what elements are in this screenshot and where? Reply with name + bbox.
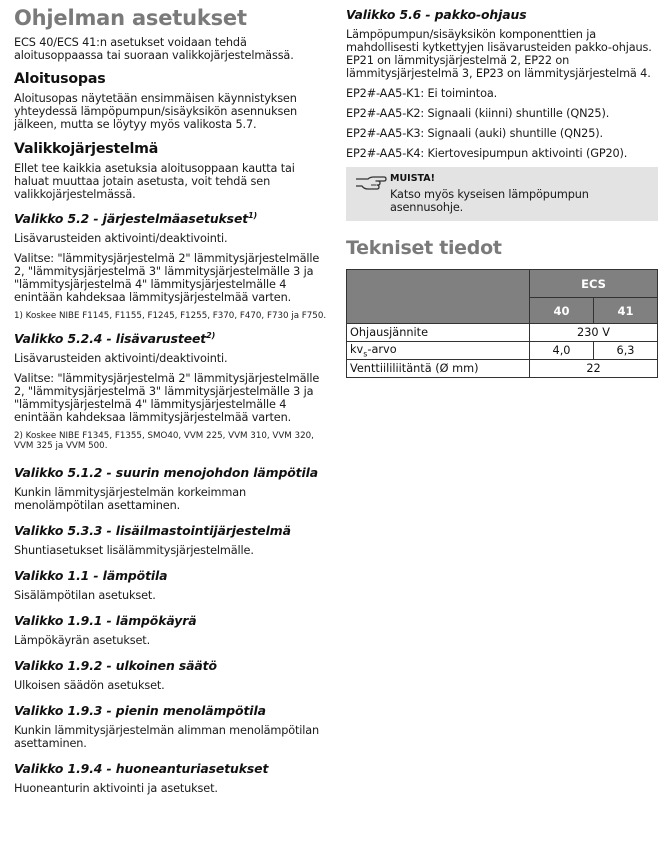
footnote-ref-2: 2)	[206, 331, 216, 341]
kvs-label-post: -arvo	[367, 342, 397, 356]
menu-5-2-4-text: Lisävarusteiden aktivointi/deaktivointi.	[14, 352, 228, 366]
menu-heading-5-2-4-text: Valikko 5.2.4 - lisävarusteet	[14, 331, 207, 347]
right-column	[346, 0, 658, 378]
menu-heading-5-2	[14, 211, 328, 226]
menu-heading-5-1-2: Valikko 5.1.2 - suurin menojohdon lämpötila	[14, 465, 319, 481]
menu-heading-5-6: Valikko 5.6 - pakko-ohjaus	[346, 7, 527, 22]
menu-5-2-select-text: Valitse: "lämmitysjärjestelmä 2" lämmitysjärjestelmälle 2, "lämmitysjärjestelmä 3" lämmitysjärjestelmälle 3 ja "lämmitysjärjestelmä 4" lämmitysjärjestelmälle 4 enintään kahdeksaa lämmitysjärjestelmää varten.	[14, 252, 320, 305]
row-value-kvs-41: 6,3	[594, 342, 658, 360]
row-label-kvs	[347, 342, 530, 360]
relay-line-k4: EP2#-AA5-K4: Kiertovesipumpun aktivointi (GP20).	[346, 147, 628, 160]
kvs-label-pre: kv	[350, 342, 364, 356]
note-box	[346, 167, 658, 221]
pointing-hand-icon	[354, 173, 390, 214]
page-title: Ohjelman asetukset	[14, 6, 247, 30]
menu-1-9-1-text: Lämpökäyrän asetukset.	[14, 634, 151, 648]
section-heading-valikkojarjestelma: Valikkojärjestelmä	[14, 141, 159, 157]
tech-table-corner	[347, 270, 530, 324]
note-body	[390, 173, 650, 214]
menu-1-9-2-text: Ulkoisen säädön asetukset.	[14, 679, 165, 693]
tech-table-group-header: ECS	[530, 270, 658, 298]
footnote-1: 1) Koskee NIBE F1145, F1155, F1245, F1255, F370, F470, F730 ja F750.	[14, 311, 327, 322]
menu-heading-1-9-4: Valikko 1.9.4 - huoneanturiasetukset	[14, 761, 269, 777]
row-value-kvs-40: 4,0	[530, 342, 594, 360]
menu-5-2-text: Lisävarusteiden aktivointi/deaktivointi.	[14, 232, 228, 246]
footnote-2: 2) Koskee NIBE F1345, F1355, SMO40, VVM 225, VVM 310, VVM 320, VVM 325 ja VVM 500.	[14, 431, 314, 452]
table-row	[347, 360, 658, 378]
kvs-label-sub: s	[363, 349, 368, 359]
menu-1-9-4-text: Huoneanturin aktivointi ja asetukset.	[14, 782, 218, 796]
menu-5-2-4-select-text: Valitse: "lämmitysjärjestelmä 2" lämmitysjärjestelmälle 2, "lämmitysjärjestelmä 3" lämmitysjärjestelmälle 3 ja "lämmitysjärjestelmä 4" lämmitysjärjestelmälle 4 enintään kahdeksaa lämmitysjärjestelmää varten.	[14, 372, 320, 425]
menu-5-1-2-text: Kunkin lämmitysjärjestelmän korkeimman menolämpötilan asettaminen.	[14, 486, 246, 513]
row-label-control-voltage: Ohjausjännite	[347, 324, 530, 342]
menu-heading-1-1: Valikko 1.1 - lämpötila	[14, 568, 168, 584]
intro-text: ECS 40/ECS 41:n asetukset voidaan tehdä aloitusoppaassa tai suoraan valikkojärjestelmässä.	[14, 36, 294, 62]
row-value-valve-connection: 22	[530, 360, 658, 378]
table-row	[347, 324, 658, 342]
section-text-valikkojarjestelma: Ellet tee kaikkia asetuksia aloitusoppaan kautta tai haluat muuttaa jotain asetusta, voit tehdä sen valikkojärjestelmässä.	[14, 162, 295, 201]
tech-table-col-40: 40	[530, 298, 594, 324]
section-text-aloitusopas: Aloitusopas näytetään ensimmäisen käynnistyksen yhteydessä lämpöpumpun/sisäyksikön asennuksen jälkeen, mutta se löytyy myös valikosta 5.7.	[14, 92, 298, 131]
tech-title: Tekniset tiedot	[346, 237, 502, 259]
relay-line-k2: EP2#-AA5-K2: Signaali (kiinni) shuntille (QN25).	[346, 107, 610, 120]
table-row	[347, 342, 658, 360]
menu-heading-5-3-3: Valikko 5.3.3 - lisäilmastointijärjestelmä	[14, 523, 291, 539]
tech-table-col-41: 41	[594, 298, 658, 324]
row-value-control-voltage: 230 V	[530, 324, 658, 342]
section-heading-aloitusopas: Aloitusopas	[14, 71, 106, 87]
note-title: MUISTA!	[390, 173, 435, 184]
tech-table	[346, 269, 658, 378]
menu-5-3-3-text: Shuntiasetukset lisälämmitysjärjestelmälle.	[14, 544, 254, 558]
menu-heading-1-9-2: Valikko 1.9.2 - ulkoinen säätö	[14, 658, 217, 674]
relay-line-k3: EP2#-AA5-K3: Signaali (auki) shuntille (QN25).	[346, 127, 603, 140]
row-label-valve-connection: Venttiililiitäntä (Ø mm)	[347, 360, 530, 378]
footnote-ref-1: 1)	[248, 211, 258, 220]
menu-heading-1-9-3: Valikko 1.9.3 - pienin menolämpötila	[14, 703, 266, 719]
menu-1-1-text: Sisälämpötilan asetukset.	[14, 589, 156, 603]
menu-heading-1-9-1: Valikko 1.9.1 - lämpökäyrä	[14, 613, 197, 629]
menu-heading-5-2-text: Valikko 5.2 - järjestelmäasetukset	[14, 211, 249, 227]
note-text: Katso myös kyseisen lämpöpumpun asennusohje.	[390, 188, 589, 214]
menu-1-9-3-text: Kunkin lämmitysjärjestelmän alimman menolämpötilan asettaminen.	[14, 724, 320, 751]
relay-line-k1: EP2#-AA5-K1: Ei toimintoa.	[346, 87, 498, 100]
left-column	[14, 0, 328, 802]
menu-heading-5-2-4	[14, 331, 328, 346]
menu-5-6-text: Lämpöpumpun/sisäyksikön komponenttien ja mahdollisesti kytkettyjen lisävarusteiden pakko-ohjaus. EP21 on lämmitysjärjestelmä 2, EP22 on lämmitysjärjestelmä 3, EP23 on lämmitysjärjestelmä 4.	[346, 28, 652, 80]
